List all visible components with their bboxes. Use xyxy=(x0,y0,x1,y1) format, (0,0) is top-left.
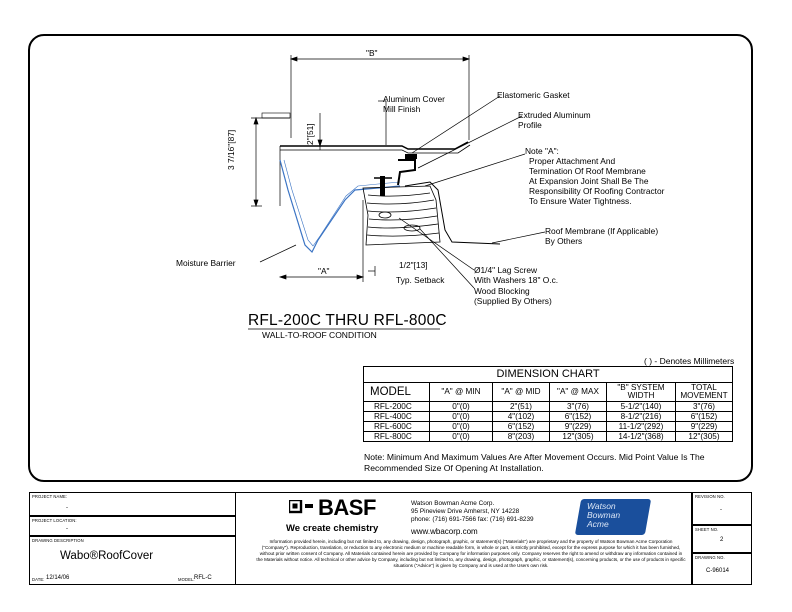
callout-roof-membrane: Roof Membrane (If Applicable) By Others xyxy=(545,226,659,246)
callout-note-a: Note "A": Proper Attachment And Termination Of Roof Membrane At Expansion Joint Shall Be The Responsibility Of Roofing Contractor To Ensure Water Tightness. xyxy=(525,146,665,206)
date: 12/14/06 xyxy=(46,575,70,581)
table-row: RFL-600C 0"(0) 6"(152) 9"(229) 11-1/2"(292) 9"(229) xyxy=(364,422,733,432)
basf-logo-icon xyxy=(289,500,317,518)
callout-moisture-barrier: Moisture Barrier xyxy=(176,258,236,268)
setback-label: Typ. Setback xyxy=(396,275,445,285)
dimension-chart xyxy=(363,366,733,442)
header-a-mid: "A" @ MID xyxy=(493,383,550,402)
header-a-min: "A" @ MIN xyxy=(430,383,493,402)
company-info: Watson Bowman Acme Corp. 95 Pineview Drive Amherst, NY 14228 phone: (716) 691-7566 fax: (716) 691-8239 xyxy=(411,500,534,524)
header-b-width: "B" SYSTEM WIDTH xyxy=(607,383,676,402)
callout-aluminum-cover: Aluminum Cover Mill Finish xyxy=(383,94,445,114)
chart-caption: DIMENSION CHART xyxy=(364,367,733,383)
dim-a-label: "A" xyxy=(318,266,330,276)
drawing-subtitle: WALL-TO-ROOF CONDITION xyxy=(262,330,377,340)
basf-tagline: We create chemistry xyxy=(286,523,379,534)
company-website: www.wbacorp.com xyxy=(411,527,478,536)
table-row: RFL-200C 0"(0) 2"(51) 3"(76) 5-1/2"(140) 3"(76) xyxy=(364,402,733,412)
wba-logo-text: Watson Bowman Acme xyxy=(587,501,621,529)
header-a-max: "A" @ MAX xyxy=(550,383,607,402)
disclaimer: Information provided herein, including but not limited to, any drawing, design, photograph, graphic, or statement(s) ("Materials") are proprietary and the property of Watson Bowman Acme Corporation ("Company"). Reproduction, translation, or reduction to any electronic medium or machine readable form, in whole or part, is strictly prohibited, except for the express purpose for which it has been furnished, without prior written consent of Company. All Materials contained herein are provided by Company for information purposes only. Company reserves the right to amend or withdraw any information contained in the Materials without notice. All technical or other advice by Company, including but not limited to, any drawing, design, photograph, graphic, or statement(s), concerning products, or the use of products in specific situations ("Advice") is given by Company and is used at the Users own risk. xyxy=(256,539,686,568)
header-model: MODEL xyxy=(364,383,430,402)
dim-height-total: 3 7/16"[87] xyxy=(226,129,236,170)
table-row: RFL-800C 0"(0) 8"(203) 12"(305) 14-1/2"(368) 12"(305) xyxy=(364,432,733,442)
callout-lag-screw: Ø1/4" Lag Screw With Washers 18" O.c. xyxy=(474,265,559,285)
model: RFL-C xyxy=(194,575,212,581)
callout-extruded-profile: Extruded Aluminum Profile xyxy=(518,110,591,130)
header-total-movement: TOTAL MOVEMENT xyxy=(676,383,733,402)
sheet-no: 2 xyxy=(720,537,724,543)
drawing-description: Wabo®RoofCover xyxy=(60,550,154,562)
drawing-no: C-96014 xyxy=(706,568,730,574)
dim-b-label: "B" xyxy=(366,48,378,58)
chart-note: Note: Minimum And Maximum Values Are After Movement Occurs. Mid Point Value Is The Recommended Size Of Opening At Installation. xyxy=(364,452,705,473)
callout-elastomeric-gasket: Elastomeric Gasket xyxy=(497,90,570,100)
mm-note: ( ) - Denotes Millimeters xyxy=(644,356,735,366)
project-location: - xyxy=(66,526,68,532)
drawing-title: RFL-200C THRU RFL-800C xyxy=(248,312,447,329)
table-row: RFL-400C 0"(0) 4"(102) 6"(152) 8-1/2"(216) 6"(152) xyxy=(364,412,733,422)
dim-height-cover: 2"[51] xyxy=(305,123,315,145)
callout-wood-blocking: Wood Blocking (Supplied By Others) xyxy=(474,286,552,306)
revision-no: - xyxy=(720,507,722,513)
project-name: - xyxy=(66,505,68,511)
basf-wordmark: BASF xyxy=(318,495,376,520)
setback-value: 1/2"[13] xyxy=(399,260,428,270)
